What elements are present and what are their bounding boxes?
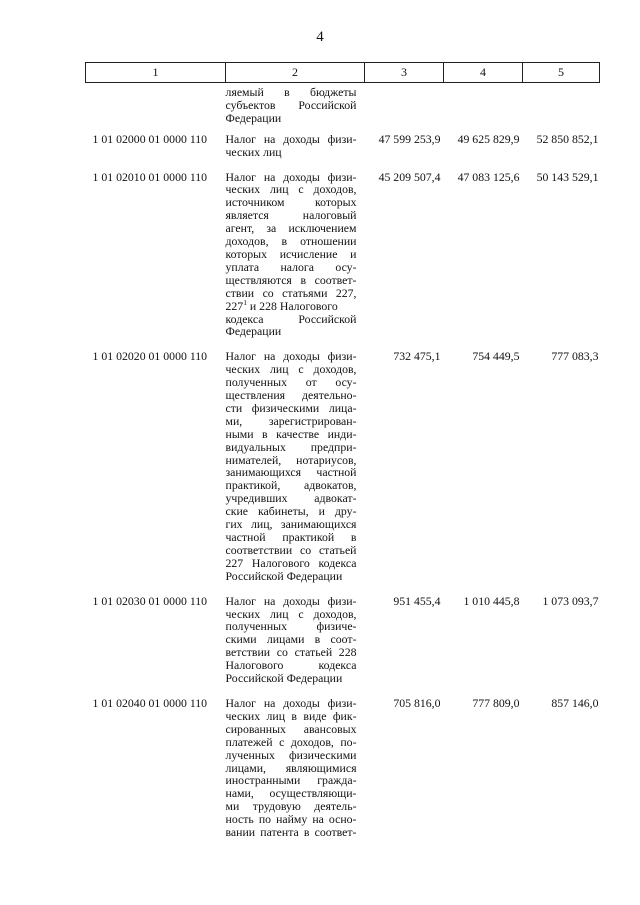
row-value-col5 [523, 83, 600, 128]
row-name-line: уплата налога осу- [225, 259, 357, 274]
row-value-col5: 1 073 093,7 [542, 593, 599, 608]
row-value-col3: 45 209 507,4 [378, 169, 441, 184]
row-code: 1 01 02010 01 0000 110 [92, 169, 208, 184]
row-name-line: полученных физиче- [225, 619, 357, 634]
row-name-line: доходов, в отношении [225, 234, 357, 249]
header-col-1: 1 [86, 63, 226, 83]
row-name-line: которых исчисление и [225, 246, 357, 261]
row-value-col3: 47 599 253,9 [378, 131, 441, 146]
row-name-line: источником которых [225, 195, 357, 210]
row-value-col4: 777 809,0 [472, 695, 520, 710]
row-name-line: скими лицами в соот- [225, 632, 357, 647]
row-name-line: агент, за исключением [225, 221, 357, 236]
row-name-line: Налогового кодекса [225, 658, 357, 673]
row-value-col3: 951 455,4 [393, 593, 441, 608]
superscript: 1 [243, 297, 247, 307]
row-name-line: соответствии со статьей [225, 542, 357, 557]
row-name-line: занимающихся частной [225, 465, 357, 480]
row-value-col3: 705 816,0 [393, 695, 441, 710]
row-name-line: Федерации [225, 324, 282, 339]
table-row [86, 83, 600, 128]
row-name-line: ческих лиц с доходов, [225, 606, 357, 621]
header-col-2: 2 [226, 63, 365, 83]
row-value-col5: 52 850 852,1 [536, 131, 599, 146]
row-value-col5: 777 083,3 [551, 349, 599, 364]
row-name [226, 83, 365, 128]
row-code: 1 01 02040 01 0000 110 [92, 695, 208, 710]
row-name-line [225, 297, 357, 313]
row-name-line: частной практикой в [225, 530, 357, 544]
row-name-line: учредивших адвокат- [225, 491, 357, 506]
row-name [226, 692, 365, 846]
row-name-line: ческих лиц [225, 144, 282, 159]
row-name-line: ными в качестве инди- [225, 426, 357, 441]
row-value-col3 [365, 83, 444, 128]
row-code: 1 01 02030 01 0000 110 [92, 593, 208, 608]
row-code: 1 01 02020 01 0000 110 [92, 349, 208, 364]
row-name [226, 345, 365, 589]
row-name-line: Налог на доходы физи- [225, 593, 357, 608]
row-name-line: гих лиц, занимающихся [225, 517, 357, 532]
row-name [226, 590, 365, 692]
row-name-line: видуальных предпри- [225, 439, 357, 454]
row-name-fragment: и 228 Налогового [249, 298, 338, 313]
row-name-line: Налог на доходы физи- [225, 131, 357, 146]
row-value-col4: 754 449,5 [472, 349, 520, 364]
row-name-line: нами, осуществляющи- [225, 786, 357, 801]
row-value-col5: 857 146,0 [551, 695, 599, 710]
table-header-row [86, 63, 600, 83]
header-col-5: 5 [523, 63, 600, 83]
page-number: 4 [316, 29, 324, 45]
row-name-line: ляемый в бюджеты [225, 85, 357, 99]
row-name-line: ческих лиц с доходов, [225, 362, 357, 377]
row-name-line: ществляются в соответ- [225, 272, 357, 287]
row-name-line: Налог на доходы физи- [225, 695, 357, 710]
article-number: 227 [225, 298, 244, 313]
row-name [226, 128, 365, 166]
row-name-line: ми трудовую деятель- [225, 799, 357, 814]
row-code: 1 01 02000 01 0000 110 [92, 131, 208, 146]
row-name-line: практикой, адвокатов, [225, 478, 357, 493]
row-name-line: сти физическими лица- [225, 400, 357, 415]
row-name-line: иностранными гражда- [225, 773, 357, 788]
budget-revenue-table [85, 62, 600, 846]
header-col-3: 3 [365, 63, 444, 83]
row-name-line: нимателей, нотариусов, [225, 452, 357, 467]
row-name-line: ществления деятельно- [225, 388, 357, 403]
row-name-line: ствии со статьями 227, [225, 285, 357, 300]
row-name-line: кодекса Российской [225, 311, 357, 326]
row-value-col5: 50 143 529,1 [536, 169, 599, 184]
row-name-line: ность по найму на осно- [225, 812, 357, 827]
table-row [86, 166, 600, 346]
row-name-line: является налоговый [225, 208, 357, 223]
row-name-line: Федерации [225, 110, 282, 125]
row-value-col4 [444, 83, 523, 128]
row-value-col4: 47 083 125,6 [457, 169, 520, 184]
row-value-col4: 1 010 445,8 [463, 593, 520, 608]
row-value-col4: 49 625 829,9 [457, 131, 520, 146]
row-name-line: лученных физическими [225, 747, 357, 762]
row-name-line: 227 Налогового кодекса [225, 555, 357, 570]
row-name-line: Российской Федерации [225, 568, 343, 583]
header-col-4: 4 [444, 63, 523, 83]
table-row [86, 590, 600, 692]
table-row [86, 345, 600, 589]
row-name-line: ветствии со статьей 228 [225, 645, 357, 660]
row-name-line: ческих лиц с доходов, [225, 182, 357, 197]
row-code [86, 83, 226, 128]
row-name-line: Российской Федерации [225, 671, 343, 686]
row-name-line: лицами, являющимися [225, 760, 357, 775]
table-row [86, 128, 600, 166]
row-name-line: Налог на доходы физи- [225, 349, 357, 364]
row-name-line: ские кабинеты, и дру- [225, 504, 357, 519]
row-name-line: платежей с доходов, по- [225, 734, 357, 749]
row-name-line: сированных авансовых [225, 721, 357, 736]
row-name [226, 166, 365, 346]
table-row [86, 692, 600, 846]
row-name-line: Налог на доходы физи- [225, 169, 357, 184]
row-name-line: вании патента в соответ- [225, 825, 357, 840]
row-value-col3: 732 475,1 [393, 349, 441, 364]
row-name-line: полученных от осу- [225, 375, 357, 390]
row-name-line: ческих лиц в виде фик- [225, 708, 357, 723]
row-name-line: ми, зарегистрирован- [225, 413, 357, 428]
row-name-line: субъектов Российской [225, 97, 357, 112]
